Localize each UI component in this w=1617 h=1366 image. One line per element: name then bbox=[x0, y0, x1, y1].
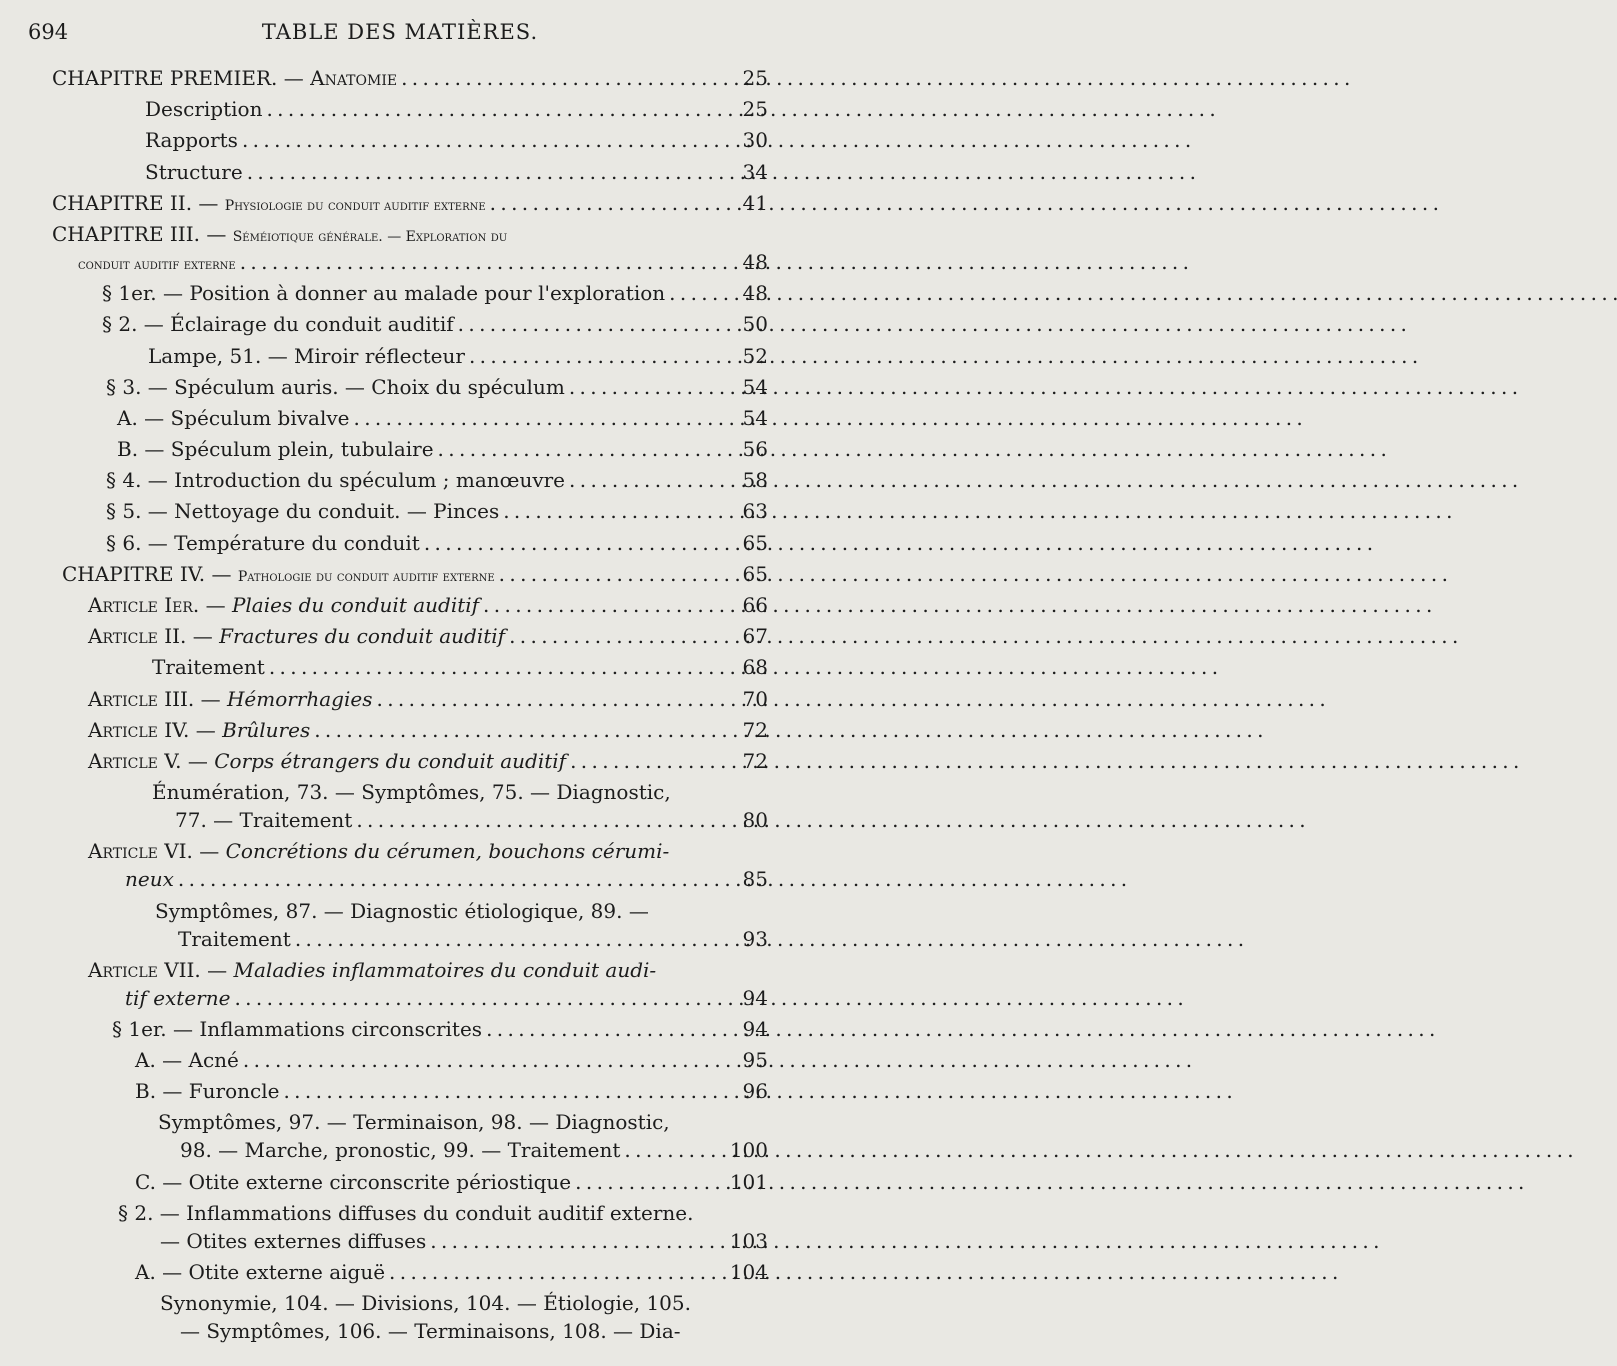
toc-entry: conduit auditif externe . . . 48 bbox=[0, 250, 800, 281]
toc-entry: Traitement . . . 93 bbox=[0, 927, 800, 958]
toc-entry: § 6. — Température du conduit . . . 65 bbox=[0, 531, 800, 562]
toc-article: Article VI. — Concrétions du cérumen, bouchons cérumi- bbox=[88, 839, 670, 864]
toc-entry: Structure . . . 34 bbox=[0, 160, 800, 191]
toc-entry: Symptômes, 97. — Terminaison, 98. — Diagnostic, bbox=[158, 1110, 670, 1135]
page-title: TABLE DES MATIÈRES. bbox=[261, 20, 539, 44]
toc-entry: A. — Acné . . . 95 bbox=[0, 1048, 800, 1079]
toc-article: Article II. — Fractures du conduit auditif . . . 67 bbox=[0, 624, 800, 655]
toc-entry: Description . . . 25 bbox=[0, 97, 800, 128]
table-of-contents bbox=[0, 66, 800, 1347]
toc-article: Article III. — Hémorrhagies . . . 70 bbox=[0, 687, 800, 718]
toc-chapter: CHAPITRE PREMIER. — Anatomie . . . 25 bbox=[0, 66, 800, 97]
toc-article: Article IV. — Brûlures . . . 72 bbox=[0, 718, 800, 749]
toc-entry: § 3. — Spéculum auris. — Choix du spéculum . . . 54 bbox=[0, 375, 800, 406]
toc-entry: § 4. — Introduction du spéculum ; manœuvre . . . 58 bbox=[0, 468, 800, 499]
toc-entry: C. — Otite externe circonscrite périostique . . . 101 bbox=[0, 1170, 800, 1201]
toc-entry: § 1er. — Position à donner au malade pour l'exploration . . . 48 bbox=[0, 281, 800, 312]
toc-entry: § 1er. — Inflammations circonscrites . . . 94 bbox=[0, 1017, 800, 1048]
toc-entry: Énumération, 73. — Symptômes, 75. — Diagnostic, bbox=[152, 780, 671, 805]
toc-chapter: CHAPITRE III. — Séméiotique générale. — Exploration du bbox=[52, 221, 508, 246]
toc-chapter: CHAPITRE IV. — Pathologie du conduit auditif externe . . . 65 bbox=[0, 562, 800, 593]
toc-article-cont: tif externe . . . 94 bbox=[0, 986, 800, 1017]
toc-entry: § 2. — Inflammations diffuses du conduit auditif externe. bbox=[118, 1200, 694, 1225]
toc-entry: Lampe, 51. — Miroir réflecteur . . . 52 bbox=[0, 344, 800, 375]
page-header bbox=[0, 20, 800, 52]
toc-entry: — Otites externes diffuses . . . 103 bbox=[0, 1229, 800, 1260]
toc-entry: 77. — Traitement . . . 80 bbox=[0, 808, 800, 839]
toc-entry: A. — Spéculum bivalve . . . 54 bbox=[0, 406, 800, 437]
toc-entry: Symptômes, 87. — Diagnostic étiologique, 89. — bbox=[155, 898, 649, 923]
toc-entry: Rapports . . . 30 bbox=[0, 128, 800, 159]
toc-entry: § 2. — Éclairage du conduit auditif . . . 50 bbox=[0, 312, 800, 343]
toc-article: Article VII. — Maladies inflammatoires du conduit audi- bbox=[88, 957, 657, 982]
toc-entry: B. — Spéculum plein, tubulaire . . . 56 bbox=[0, 437, 800, 468]
toc-entry: Synonymie, 104. — Divisions, 104. — Étiologie, 105. bbox=[160, 1291, 691, 1316]
toc-entry: — Symptômes, 106. — Terminaisons, 108. — Dia- bbox=[180, 1319, 681, 1344]
toc-entry: § 5. — Nettoyage du conduit. — Pinces . . . 63 bbox=[0, 499, 800, 530]
toc-article-cont: neux . . . 85 bbox=[0, 867, 800, 898]
toc-article: Article Ier. — Plaies du conduit auditif . . . 66 bbox=[0, 593, 800, 624]
page-number: 694 bbox=[28, 20, 69, 44]
toc-entry: B. — Furoncle . . . 96 bbox=[0, 1079, 800, 1110]
toc-article: Article V. — Corps étrangers du conduit auditif . . . 72 bbox=[0, 749, 800, 780]
toc-entry: A. — Otite externe aiguë . . . 104 bbox=[0, 1260, 800, 1291]
book-page bbox=[0, 0, 800, 1366]
toc-entry: 98. — Marche, pronostic, 99. — Traitement . . . 100 bbox=[0, 1138, 800, 1169]
toc-chapter: CHAPITRE II. — Physiologie du conduit auditif externe . . . 41 bbox=[0, 191, 800, 222]
toc-entry: Traitement . . . 68 bbox=[0, 655, 800, 686]
